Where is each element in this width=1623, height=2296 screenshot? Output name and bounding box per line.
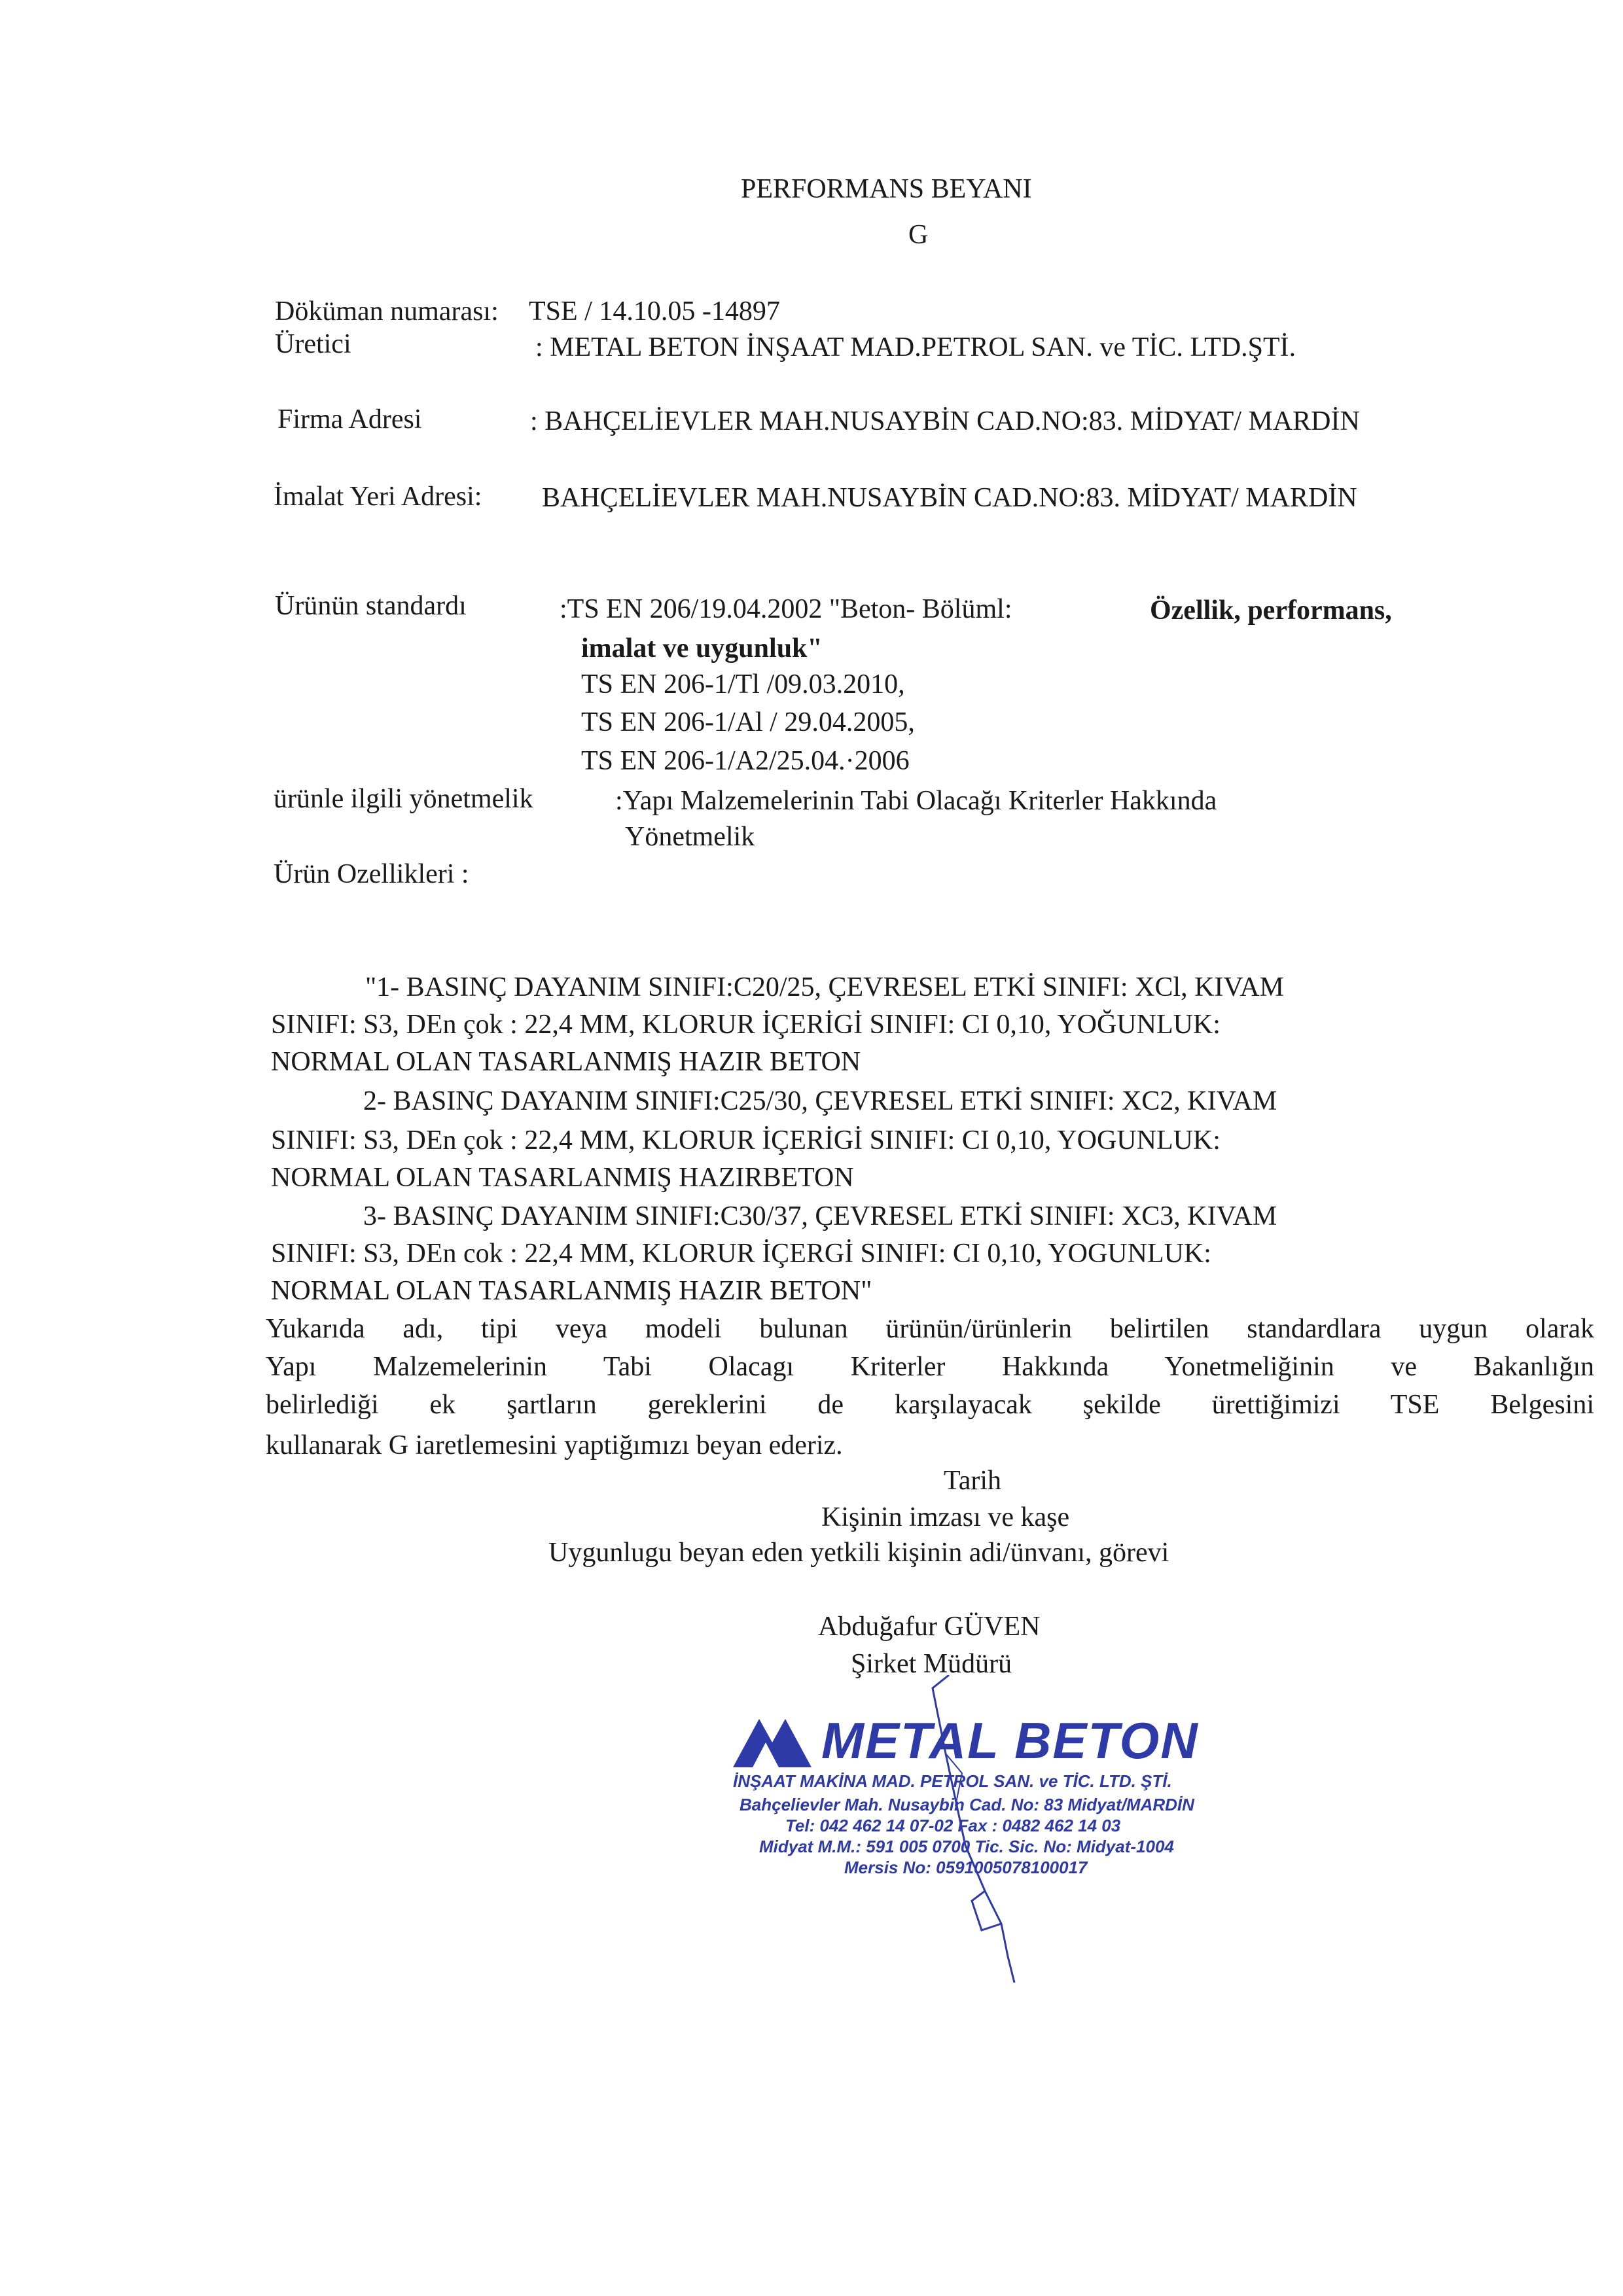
stamp-line: Midyat M.M.: 591 005 0700 Tic. Sic. No: Midyat-1004 [759, 1837, 1174, 1856]
regulation-line-1: :Yapı Malzemelerinin Tabi Olacağı Kriterler Hakkında [615, 786, 1217, 816]
stamp-line: İNŞAAT MAKİNA MAD. PETROL SAN. ve TİC. LTD. ŞTİ. [733, 1771, 1172, 1791]
company-address-label: Firma Adresi [277, 404, 422, 434]
standard-line-1a: :TS EN 206/19.04.2002 "Beton- Bölüml: [560, 594, 1012, 624]
logo-triangle-icon [733, 1716, 812, 1769]
feature-line: NORMAL OLAN TASARLANMIŞ HAZIR BETON [271, 1047, 861, 1077]
authority-label: Uygunlugu beyan eden yetkili kişinin adi/ünvanı, görevi [548, 1538, 1169, 1568]
production-address-label: İmalat Yeri Adresi: [274, 482, 482, 512]
standard-line-3: TS EN 206-1/Tl /09.03.2010, [581, 669, 905, 699]
standard-line-4: TS EN 206-1/Al / 29.04.2005, [581, 707, 915, 737]
signer-name: Abduğafur GÜVEN [818, 1612, 1041, 1642]
page-title: PERFORMANS BEYANI [741, 174, 1032, 204]
declaration-line: Yukarıda adı, tipi veya modeli bulunan ürünün/ürünlerin belirtilen standardlara uygun olarak [266, 1314, 1594, 1344]
features-label: Ürün Ozellikleri : [274, 859, 469, 889]
stamp-line: Mersis No: 0591005078100017 [844, 1858, 1088, 1877]
stamp-line: Tel: 042 462 14 07-02 Fax : 0482 462 14 03 [785, 1816, 1121, 1835]
feature-line: "1- BASINÇ DAYANIM SINIFI:C20/25, ÇEVRESEL ETKİ SINIFI: XCl, KIVAM [365, 972, 1285, 1002]
declaration-line: belirlediği ek şartların gereklerini de karşılayacak şekilde ürettiğimizi TSE Belgesini [266, 1390, 1594, 1420]
feature-line: 2- BASINÇ DAYANIM SINIFI:C25/30, ÇEVRESEL ETKİ SINIFI: XC2, KIVAM [363, 1086, 1277, 1116]
feature-line: SINIFI: S3, DEn çok : 22,4 MM, KLORUR İÇERİGİ SINIFI: CI 0,10, YOGUNLUK: [271, 1125, 1221, 1156]
production-address-value: BAHÇELİEVLER MAH.NUSAYBİN CAD.NO:83. MİDYAT/ MARDİN [542, 483, 1357, 513]
regulation-line-2: Yönetmelik [625, 822, 755, 852]
producer-value: : METAL BETON İNŞAAT MAD.PETROL SAN. ve TİC. LTD.ŞTİ. [535, 332, 1296, 362]
declaration-line: Yapı Malzemelerinin Tabi Olacagı Kriterler Hakkında Yonetmeliğinin ve Bakanlığın [266, 1352, 1594, 1382]
signer-role: Şirket Müdürü [851, 1649, 1012, 1679]
stamp-brand: METAL BETON [821, 1712, 1199, 1769]
feature-line: NORMAL OLAN TASARLANMIŞ HAZIR BETON" [271, 1276, 872, 1306]
company-address-value: : BAHÇELİEVLER MAH.NUSAYBİN CAD.NO:83. MİDYAT/ MARDİN [530, 406, 1360, 436]
producer-label: Üretici [275, 329, 351, 359]
regulation-label: ürünle ilgili yönetmelik [274, 784, 533, 814]
feature-line: 3- BASINÇ DAYANIM SINIFI:C30/37, ÇEVRESEL ETKİ SINIFI: XC3, KIVAM [363, 1201, 1277, 1231]
feature-line: NORMAL OLAN TASARLANMIŞ HAZIRBETON [271, 1163, 854, 1193]
standard-line-1b: Özellik, performans, [1150, 595, 1392, 626]
doc-number-label: Döküman numarası: [275, 296, 499, 327]
standard-line-2: imalat ve uygunluk" [581, 633, 823, 663]
feature-line: SINIFI: S3, DEn cok : 22,4 MM, KLORUR İÇERGİ SINIFI: CI 0,10, YOGUNLUK: [271, 1239, 1211, 1269]
date-label: Tarih [944, 1466, 1002, 1496]
page-subtitle: G [908, 220, 929, 250]
declaration-line: kullanarak G iaretlemesini yaptiğımızı beyan ederiz. [266, 1430, 843, 1460]
handwritten-signature [851, 1675, 1126, 1983]
stamp-line: Bahçelievler Mah. Nusaybin Cad. No: 83 Midyat/MARDİN [740, 1795, 1194, 1814]
standard-label: Ürünün standardı [275, 591, 467, 621]
standard-line-5: TS EN 206-1/A2/25.04.·2006 [581, 746, 910, 776]
feature-line: SINIFI: S3, DEn çok : 22,4 MM, KLORUR İÇERİGİ SINIFI: CI 0,10, YOĞUNLUK: [271, 1010, 1221, 1040]
doc-number-value: TSE / 14.10.05 -14897 [529, 296, 780, 327]
sign-label: Kişinin imzası ve kaşe [821, 1502, 1070, 1532]
